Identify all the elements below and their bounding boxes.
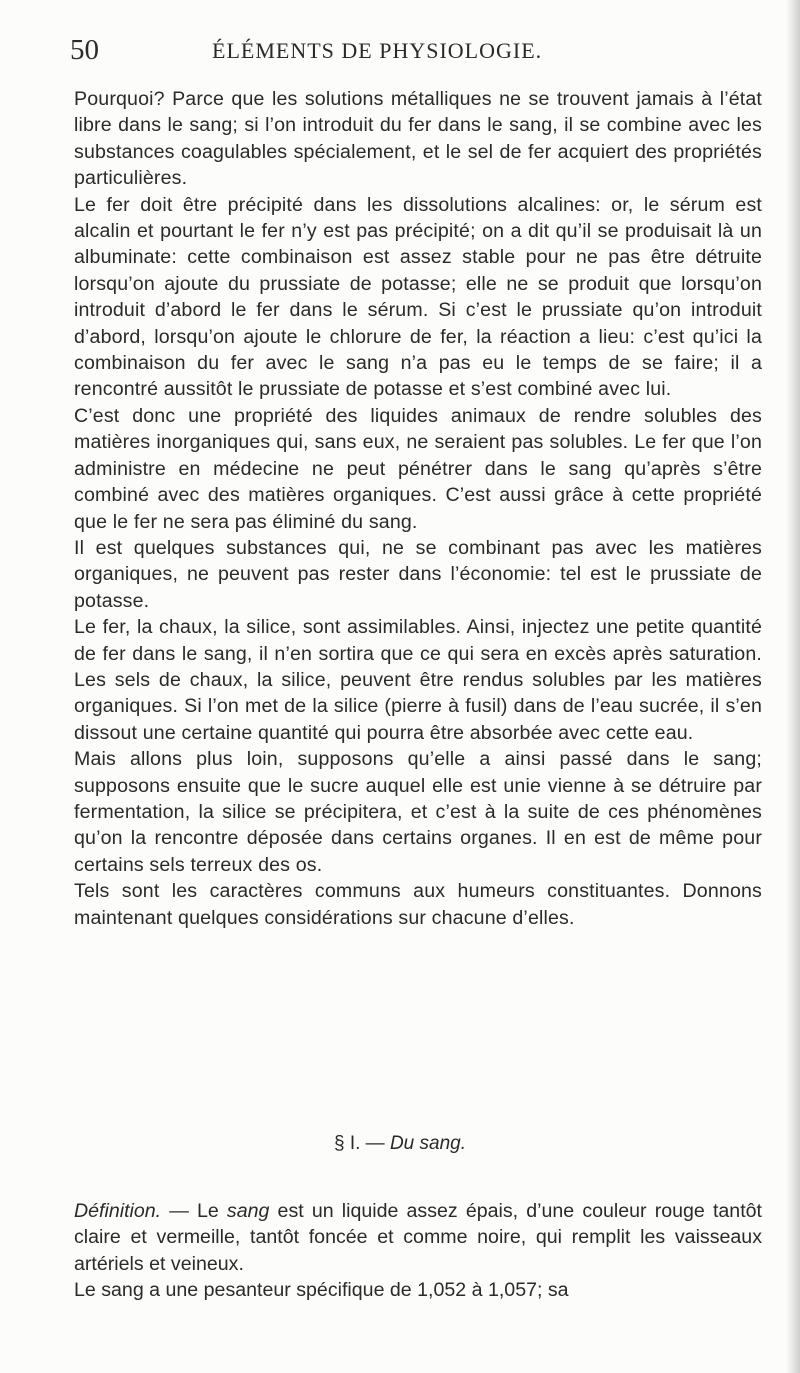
- definition-block: [74, 1198, 762, 1304]
- definition-text: est un liquide assez épais, d’une couleur rouge tantôt claire et vermeille, tantôt foncée et comme noire, qui remplit les vaisseaux artériels et veineux.: [74, 1200, 762, 1275]
- page-number: 50: [70, 34, 99, 66]
- paragraph-4: Il est quelques substances qui, ne se combinant pas avec les matières organiques, ne peuvent pas rester dans l’économie: tel est le prussiate de potasse.: [74, 536, 762, 612]
- definition-term: sang: [226, 1200, 270, 1222]
- section-heading: [0, 1133, 800, 1155]
- paragraph-5: Le fer, la chaux, la silice, sont assimilables. Ainsi, injectez une petite quantité de fer dans le sang, il n’en sortira que ce qui sera en excès après saturation. Les sels de chaux, la silice, peuvent être rendus solubles par les matières organiques. Si l’on met de la silice (pierre à fusil) dans de l’eau sucrée, il s’en dissout une certaine quantité qui pourra être absorbée avec cette eau.: [74, 616, 762, 744]
- page-header: [70, 34, 760, 74]
- paragraph-1: Pourquoi? Parce que les solutions métalliques ne se trouvent jamais à l’état libre dans le sang; si l’on introduit du fer dans le sang, il se combine avec les substances coagulables spécialement, et le sel de fer acquiert des propriétés particulières.: [74, 88, 762, 190]
- body-text: [74, 86, 762, 931]
- definition-label: Définition.: [74, 1200, 162, 1222]
- running-head: ÉLÉMENTS DE PHYSIOLOGIE.: [212, 38, 543, 63]
- section-title: Du sang.: [389, 1133, 466, 1154]
- definition-last-line: Le sang a une pesanteur spécifique de 1,052 à 1,057; sa: [74, 1279, 569, 1302]
- paragraph-6: Mais allons plus loin, supposons qu’elle a ainsi passé dans le sang; supposons ensuite que le sucre auquel elle est unie vienne à se détruire par fermentation, la silice se précipitera, et c’est à la suite de ces phénomènes qu’on la rencontre déposée dans certains organes. Il en est de même pour certains sels terreux des os.: [74, 748, 762, 876]
- paragraph-7: Tels sont les caractères communs aux humeurs constituantes. Donnons maintenant quelques considérations sur chacune d’elles.: [74, 880, 762, 929]
- page-edge-shadow: [786, 0, 800, 1373]
- definition-dash: — Le: [161, 1200, 227, 1222]
- paragraph-3: C’est donc une propriété des liquides animaux de rendre solubles des matières inorganiques qui, sans eux, ne seraient pas solubles. Le fer que l’on administre en médecine ne peut pénétrer dans le sang qu’après s’être combiné avec des matières organiques. C’est aussi grâce à cette propriété que le fer ne sera pas éliminé du sang.: [74, 404, 762, 533]
- section-number: § I. —: [333, 1133, 385, 1154]
- definition-paragraph: [74, 1198, 762, 1277]
- paragraph-2: Le fer doit être précipité dans les dissolutions alcalines: or, le sérum est alcalin et pourtant le fer n’y est pas précipité; on a dit qu’il se produisait là un albuminate: cette combinaison est assez stable pour ne pas être détruite lorsqu’on ajoute du prussiate de potasse; elle ne se produit que lorsqu’on introduit d’abord le fer dans le sérum. Si c’est le prussiate qu’on introduit d’abord, lorsqu’on ajoute le chlorure de fer, la réaction a lieu: c’est qu’ici la combinaison du fer avec le sang n’a pas eu le temps de se faire; il a rencontré aussitôt le prussiate de potasse et s’est combiné avec lui.: [74, 193, 762, 401]
